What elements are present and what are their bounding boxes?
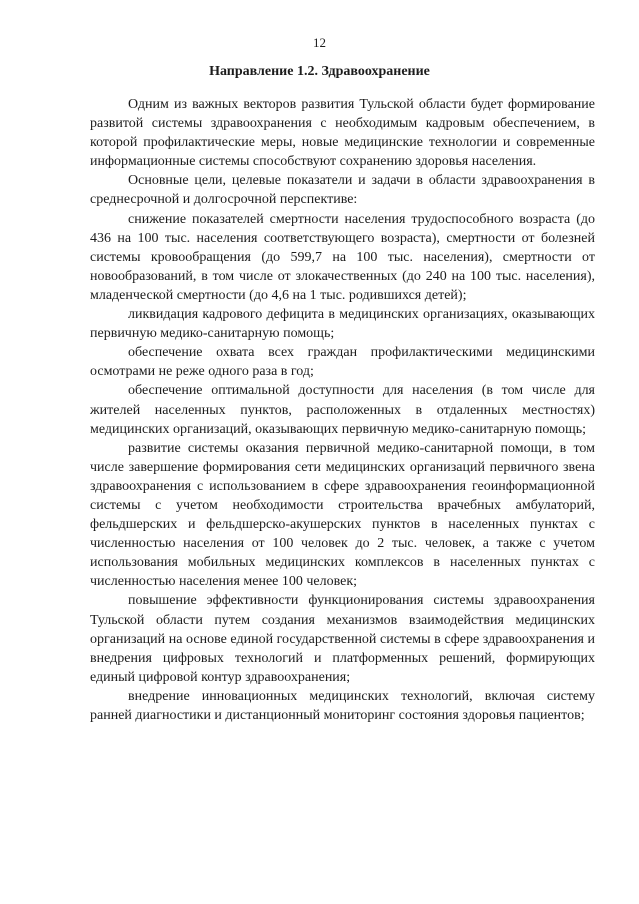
paragraph-accessibility: обеспечение оптимальной доступности для населения (в том числе для жителей населенных пунктов, расположенных в отдаленных местностях) медицинских организаций, оказывающих первичную медико-санитарную помощь; [90,383,595,437]
section-heading: Направление 1.2. Здравоохранение [209,64,430,79]
body-text [90,95,595,725]
paragraph-efficiency: повышение эффективности функционирования системы здравоохранения Тульской области путем создания механизмов взаимодействия медицинских организаций на основе единой государственной системы в сфере здравоохранения и внедрения цифровых технологий и платформенных решений, формирующих единый цифровой контур здравоохранения; [90,593,595,685]
paragraph-staff-deficit: ликвидация кадрового дефицита в медицинских организациях, оказывающих первичную медико-санитарную помощь; [90,307,595,342]
paragraph-mortality: снижение показателей смертности населения трудоспособного возраста (до 436 на 100 тыс. населения соответствующего возраста), смертности от болезней системы кровообращения (до 599,7 на 100 тыс. населения), смертности от новообразований, в том числе от злокачественных (до 240 на 100 тыс. населения), младенческой смертности (до 4,6 на 1 тыс. родившихся детей); [90,211,595,303]
page-number: 12 [313,35,326,50]
paragraph-primary-care: развитие системы оказания первичной медико-санитарной помощи, в том числе завершение формирования сети медицинских организаций первичного звена здравоохранения с использованием в сфере здравоохранения геоинформационной системы с учетом необходимости строительства врачебных амбулаторий, фельдшерских и фельдшерско-акушерских пунктов в населенных пунктах с численностью населения от 100 человек до 2 тыс. человек, а также с учетом использования мобильных медицинских комплексов в населенных пунктах с численностью населения менее 100 человек; [90,440,595,590]
paragraph-goals-intro: Основные цели, целевые показатели и задачи в области здравоохранения в среднесрочной и долгосрочной перспективе: [90,173,595,208]
paragraph-intro: Одним из важных векторов развития Тульской области будет формирование развитой системы здравоохранения с необходимым кадровым обеспечением, в которой профилактические меры, новые медицинские технологии и современные информационные системы способствуют сохранению здоровья населения. [90,97,595,170]
paragraph-checkups: обеспечение охвата всех граждан профилактическими медицинскими осмотрами не реже одного раза в год; [90,345,595,380]
paragraph-innovation: внедрение инновационных медицинских технологий, включая систему ранней диагностики и дистанционный мониторинг состояния здоровья пациентов; [90,688,595,723]
